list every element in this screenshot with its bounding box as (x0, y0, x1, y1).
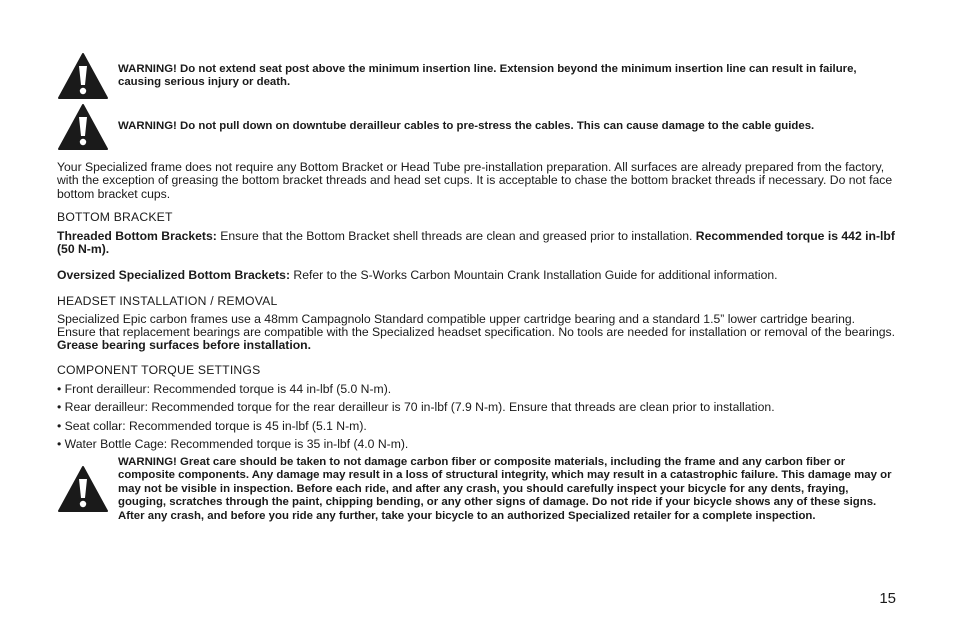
warning-cables (57, 103, 897, 151)
threaded-bb-label: Threaded Bottom Brackets: (57, 228, 217, 243)
oversized-bb-text: Refer to the S-Works Carbon Mountain Crank Installation Guide for additional information. (290, 268, 778, 283)
warning-text: WARNING! Do not extend seat post above the minimum insertion line. Extension beyond the minimum insertion line can result in failure, causing serious injury or death. (118, 62, 857, 88)
section-heading-headset: HEADSET INSTALLATION / REMOVAL (57, 293, 278, 308)
threaded-bb-text: Ensure that the Bottom Bracket shell threads are clean and greased prior to installation. (216, 228, 696, 243)
headset-grease-note: Grease bearing surfaces before installation. (57, 338, 311, 353)
list-item: • Rear derailleur: Recommended torque for the rear derailleur is 70 in-lbf (7.9 N-m). Ensure that threads are clean prior to installation. (57, 400, 775, 415)
section-heading-bottom-bracket: BOTTOM BRACKET (57, 209, 173, 224)
intro-paragraph: Your Specialized frame does not require any Bottom Bracket or Head Tube pre-installation preparation. All surfaces are already prepared from the factory, with the exception of greasing the bottom bracket threads and head set cups. It is acceptable to chase the bottom bracket threads if necessary. Do not face bottom bracket cups. (57, 160, 893, 201)
threaded-bb-torque: Recommended torque is 442 in-lbf (50 N-m). (57, 228, 895, 257)
manual-page (57, 52, 897, 523)
warning-seatpost (57, 52, 897, 100)
warning-carbon (57, 456, 897, 524)
warning-text: WARNING! Great care should be taken to not damage carbon fiber or composite materials, including the frame and any carbon fiber or composite components. Any damage may result in a loss of structural integrity, which may result in a catastrophic failure. This damage may or may not be visible in inspection. Before each ride, and after any crash, you should carefully inspect your bicycle for any dents, fraying, gouging, scratches through the paint, chipping bending, or any other signs of damage. Do not ride if your bicycle shows any of these signs. After any crash, and before you ride any further, take your bicycle to an authorized Specialized retailer for a complete inspection. (118, 455, 892, 522)
section-heading-torque: COMPONENT TORQUE SETTINGS (57, 362, 261, 377)
warning-text: WARNING! Do not pull down on downtube derailleur cables to pre-stress the cables. This can cause damage to the cable guides. (118, 120, 815, 133)
list-item: • Seat collar: Recommended torque is 45 in-lbf (5.1 N-m). (57, 418, 367, 433)
page-number: 15 (879, 590, 896, 607)
torque-list (57, 382, 897, 452)
warning-triangle-icon (57, 465, 109, 513)
list-item: • Water Bottle Cage: Recommended torque is 35 in-lbf (4.0 N-m). (57, 437, 409, 452)
warning-triangle-icon (57, 52, 109, 100)
threaded-bb-paragraph (57, 230, 897, 257)
oversized-bb-label: Oversized Specialized Bottom Brackets: (57, 268, 290, 283)
list-item: • Front derailleur: Recommended torque is 44 in-lbf (5.0 N-m). (57, 381, 392, 396)
headset-text: Specialized Epic carbon frames use a 48mm Campagnolo Standard compatible upper cartridge bearing and a standard 1.5” lower cartridge bearing. Ensure that replacement bearings are compatible with the Specialized headset specification. No tools are needed for installation or removal of the bearings. (57, 311, 896, 340)
headset-paragraph (57, 313, 897, 353)
oversized-bb-paragraph (57, 269, 897, 282)
warning-triangle-icon (57, 103, 109, 151)
